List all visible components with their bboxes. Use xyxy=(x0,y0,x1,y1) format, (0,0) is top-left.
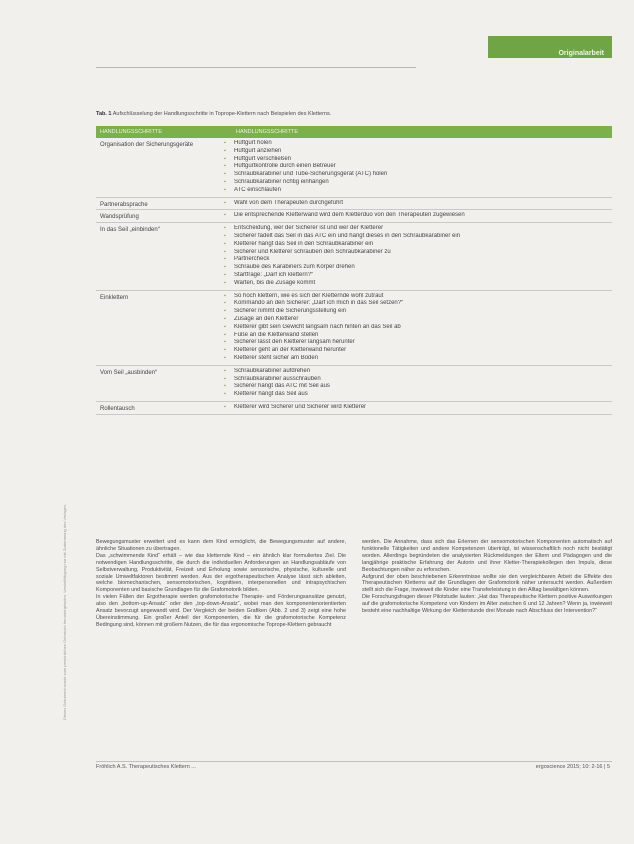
step-item: ▪ Füße an die Kletterwand stellen xyxy=(224,332,612,340)
step-item: ▪ Kletterer geht an der Kletterwand herunter xyxy=(224,347,612,355)
table-caption-text: Aufschlüsselung der Handlungsschritte in Toprope-Klettern nach Beispielen des Kletterns. xyxy=(112,111,332,117)
footer-rule xyxy=(96,761,612,762)
step-item: ▪ So hoch klettern, wie es sich der Kletternde wohl zutraut xyxy=(224,293,612,301)
table-row xyxy=(96,402,612,415)
row-steps xyxy=(224,138,612,197)
step-item: ▪ Entscheidung, wer der Sicherer ist und wer der Kletterer xyxy=(224,225,612,233)
row-category: Einklettern xyxy=(100,294,129,301)
footer-citation: Fröhlich A.S. Therapeutisches Klettern ... xyxy=(96,764,196,770)
step-item: ▪ Schraubkarabiner und Tube-Sicherungsgerät (ATC) holen xyxy=(224,171,612,179)
section-banner: Originalarbeit xyxy=(488,36,612,58)
side-copyright-note: Dieses Dokument wurde zum persönlichen Gebrauch heruntergeladen. Vervielfältigung nur mit Zustimmung des Verlages. xyxy=(62,503,67,720)
row-steps xyxy=(224,366,612,401)
header-rule xyxy=(96,67,416,68)
step-item: ▪ Sicherer und Kletterer schrauben den Schraubkarabiner zu xyxy=(224,249,612,257)
step-item: ▪ Kletterer hängt das Seil in den Schraubkarabiner ein xyxy=(224,241,612,249)
step-item: ▪ Sicherer nimmt die Sicherungsstellung ein xyxy=(224,308,612,316)
table-row xyxy=(96,223,612,290)
table-row xyxy=(96,291,612,366)
step-item: ▪ Hüftgurt anziehen xyxy=(224,148,612,156)
step-item: ▪ Kletterer steht sicher am Boden xyxy=(224,355,612,363)
paragraph: Aufgrund der oben beschriebenen Erkenntnisse wollte sie den vergleichbaren Arbeit die Effekte des Therapeutischen Kletterns auf die Grundlagen der Grafomotorik näher untersucht werden. Außerdem stellt sich die Frage, inwieweit die Kinder eine Transferleistung in den Alltag bewältigen können. xyxy=(362,573,612,594)
step-item: ▪ Schraubkarabiner richtig einhängen xyxy=(224,179,612,187)
row-category: Wandsprüfung xyxy=(100,214,139,221)
table-caption-label: Tab. 1 xyxy=(96,111,112,117)
step-item: ▪ Kletterer hängt das Seil aus xyxy=(224,391,612,399)
step-item: ▪ Kletterer wird Sicherer und Sicherer wird Kletterer xyxy=(224,404,612,412)
step-item: ▪ Warten, bis die Zusage kommt xyxy=(224,280,612,288)
table-header xyxy=(96,126,612,138)
row-steps xyxy=(224,223,612,289)
paragraph: Bewegungsmuster erweitert und es kann dem Kind ermöglicht, die Bewegungsmuster auf andere, ähnliche Situationen zu übertragen. xyxy=(96,539,346,552)
row-steps xyxy=(224,210,612,222)
table-row xyxy=(96,366,612,402)
body-column-right xyxy=(362,539,612,629)
row-category: Vom Seil „ausbinden“ xyxy=(100,369,158,376)
paragraph: Das „schwimmende Kind“ erhält – wie das kletternde Kind – ein ähnlich klar formuliertes Ziel. Die notwendigen Handlungsschritte, die durch die individuellen Anforderungen an Handlungsabläufe von Selbstverwaltung, Produktivität, Freizeit und Erholung sowie sensorische, physische, kulturelle und soziale Umweltfaktoren bestimmt werden. Aus der ergotherapeutischen Analyse lässt sich ableiten, welche biomechanischen, sensomotorischen, kognitiven, interpersonellen und intrapsychischen Komponenten und basische Grundlagen für die Grafomotorik bilden. xyxy=(96,552,346,594)
body-text xyxy=(96,539,612,629)
row-category: Organisation der Sicherungsgeräte xyxy=(100,142,194,148)
row-category: In das Seil „einbinden“ xyxy=(100,227,160,234)
step-item: ▪ Hüftgurtkontrolle durch einen Betreuer xyxy=(224,163,612,171)
row-category: Partnerabsprache xyxy=(100,201,148,208)
table-row xyxy=(96,210,612,223)
step-item: ▪ Zusage an den Kletterer xyxy=(224,316,612,324)
paragraph: In vielen Fällen der Ergotherapie werden grafomotorische Therapie- und Förderungsansätze genutzt, also den „bottom-up-Ansatz“ oder den „top-down-Ansatz“, wobei man den komponentenorientierten Ansatz bevorzugt angewandt wird. Der Vergleich der beiden Grafiken (Abb. 2 und 3) zeigt eine hohe Übereinstimmung. Ein großer Anteil der Komponenten, die für die grafomotorische Kompetenz Bedingung sind, können mit großem Nutzen, die für das ergonomische Toprope-Klettern gebraucht xyxy=(96,594,346,628)
table-row xyxy=(96,138,612,198)
step-item: ▪ Schraube des Karabiners zum Körper drehen xyxy=(224,264,612,272)
step-item: ▪ Sicherer fädelt das Seil in das ATC ein und hängt dieses in den Schraubkarabiner ein xyxy=(224,233,612,241)
table-body xyxy=(96,138,612,415)
row-category: Rollentausch xyxy=(100,405,135,412)
step-item: ▪ Schraubkarabiner ausschrauben xyxy=(224,376,612,384)
row-steps xyxy=(224,402,612,414)
step-item: ▪ Kommando an den Sicherer: „Darf ich mich in das Seil setzen?“ xyxy=(224,300,612,308)
table-caption xyxy=(96,111,331,117)
paragraph: werden. Die Annahme, dass sich das Erlernen der sensomotorischen Komponenten automatisch auf funktionelle Tätigkeiten und andere Kompetenzen überträgt, ist wissenschaftlich noch nicht bestätigt worden. Allerdings begründeten die analysierten Rückmeldungen der Eltern und Pädagogen und die langjährige praktische Erfahrung der Autorin und ihrer Kletter-Therapiekollegen den Impuls, diese Beobachtungen näher zu erforschen. xyxy=(362,539,612,573)
step-item: ▪ Wahl von dem Therapeuten durchgeführt xyxy=(224,200,612,208)
step-item: ▪ Kletterer gibt sein Gewicht langsam nach hinten an das Seil ab xyxy=(224,324,612,332)
step-item: ▪ Sicherer hängt das ATC mit Seil aus xyxy=(224,383,612,391)
row-steps xyxy=(224,198,612,210)
step-item: ▪ Partnercheck xyxy=(224,256,612,264)
step-item: ▪ Startfrage: „Darf ich klettern?“ xyxy=(224,272,612,280)
step-item: ▪ ATC einschlaufen xyxy=(224,187,612,195)
table-header-col1: HANDLUNGSSCHRITTE xyxy=(100,129,163,135)
table-row xyxy=(96,198,612,211)
paragraph: Die Forschungsfragen dieser Pilotstudie lauten: „Hat das Therapeutische Klettern positive Auswirkungen auf die grafomotorische Kompetenz von Kindern im Alter zwischen 6 und 12 Jahren? Wenn ja, inwieweit besteht eine nachhaltige Wirkung der Kletterstunde drei Monate nach Abschluss der Intervention?“ xyxy=(362,594,612,615)
table-header-col2: HANDLUNGSSCHRITTE xyxy=(236,129,299,135)
body-column-left xyxy=(96,539,346,629)
step-item: ▪ Die entsprechende Kletterwand wird dem Kletterduo von den Therapeuten zugewiesen xyxy=(224,212,612,220)
step-item: ▪ Hüftgurt verschließen xyxy=(224,156,612,164)
step-item: ▪ Schraubkarabiner aufdrehen xyxy=(224,368,612,376)
footer-page-info: ergoscience 2015; 10: 2-16 | 5 xyxy=(535,764,610,770)
step-item: ▪ Sicherer lässt den Kletterer langsam herunter xyxy=(224,339,612,347)
handlungsschritte-table xyxy=(96,126,612,415)
step-item: ▪ Hüftgurt holen xyxy=(224,140,612,148)
row-steps xyxy=(224,291,612,365)
